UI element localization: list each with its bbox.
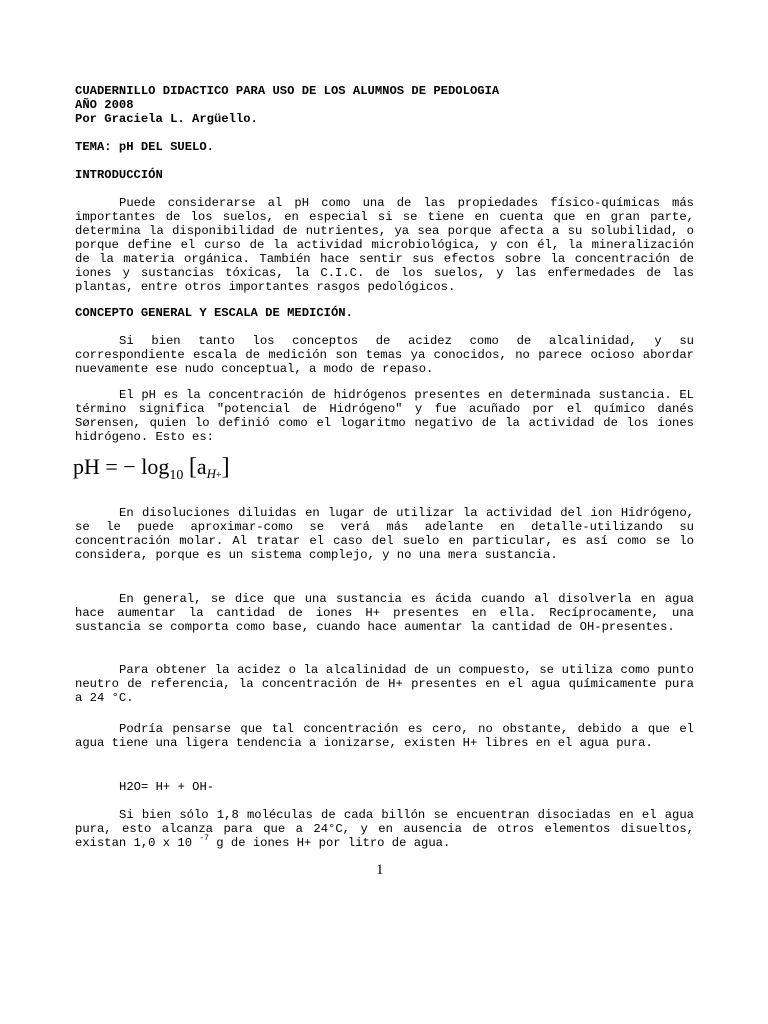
formula-activity-ion: H [206,466,216,481]
doc-author: Por Graciela L. Argüello. [75,112,258,126]
page-number: 1 [376,862,384,878]
intro-heading: INTRODUCCIÓN [75,168,163,182]
paragraph-7-text-end: g de iones H+ por litro de agua. [208,836,451,850]
concept-paragraph-1: Si bien tanto los conceptos de acidez como de alcalinidad, y su correspondiente escala de medición son temas ya conocidos, no parece ocioso abordar nuevamente ese nudo conceptual, a modo de repaso. [75,334,694,376]
concept-heading: CONCEPTO GENERAL Y ESCALA DE MEDICIÓN. [75,306,353,320]
ph-formula [73,454,692,489]
doc-title: CUADERNILLO DIDACTICO PARA USO DE LOS ALUMNOS DE PEDOLOGIA [75,84,500,98]
formula-activity: a [196,454,207,479]
formula-left-bracket: [ [188,454,197,480]
exponent-superscript: -7 [199,834,209,843]
formula-minus-log: − log [123,454,170,479]
formula-activity-sub [207,466,222,481]
concept-paragraph-4: En general, se dice que una sustancia es ácida cuando al disolverla en agua hace aumentar la cantidad de iones H+ presentes en ella. Recíprocamente, una sustancia se comporta como base, cuando hace aumentar la cantidad de OH-presentes. [75,592,694,634]
formula-activity-charge: + [215,470,222,481]
formula-log-base: 10 [169,468,184,483]
intro-paragraph: Puede considerarse al pH como una de las propiedades físico-químicas más importantes de los suelos, en especial si se tiene en cuenta que en gran parte, determina la disponibilidad de nutrientes, ya sea porque afecta a su solubilidad, o porque define el curso de la actividad microbiológica, y con él, la mineralización de la materia orgánica. También hace sentir sus efectos sobre la concentración de iones y sustancias tóxicas, la C.I.C. de los suelos, y las enfermedades de las plantas, entre otros importantes rasgos pedológicos. [75,196,694,294]
doc-year: AÑO 2008 [75,98,134,112]
paragraph-7-text-start: Si bien sólo 1,8 moléculas de cada billón se encuentran disociadas en el agua pura, esto alcanza para que a 24°C, y en ausencia de otros elementos disueltos, existan 1,0 x 10 [75,808,694,850]
formula-right-bracket: ] [221,454,230,480]
ionization-equation: H2O= H+ + OH- [119,780,215,794]
concept-paragraph-6: Podría pensarse que tal concentración es cero, no obstante, debido a que el agua tiene una ligera tendencia a ionizarse, existen H+ libres en el agua pura. [75,722,694,750]
topic-heading: TEMA: pH DEL SUELO. [75,140,214,154]
concept-paragraph-5: Para obtener la acidez o la alcalinidad de un compuesto, se utiliza como punto neutro de referencia, la concentración de H+ presentes en el agua químicamente pura a 24 °C. [75,663,694,705]
concept-paragraph-7 [75,808,694,850]
formula-lhs: pH = [73,454,124,479]
concept-paragraph-2: El pH es la concentración de hidrógenos presentes en determinada sustancia. EL término significa "potencial de Hidrógeno" y fue acuñado por el químico danés Sørensen, quien lo definió como el logaritmo negativo de la actividad de los iones hidrógeno. Esto es: [75,388,694,444]
concept-paragraph-3: En disoluciones diluidas en lugar de utilizar la actividad del ion Hidrógeno, se le puede aproximar-como se verá más adelante en detalle-utilizando su concentración molar. Al tratar el caso del suelo en particular, es así como se lo considera, porque es un sistema complejo, y no una mera sustancia. [75,506,694,562]
